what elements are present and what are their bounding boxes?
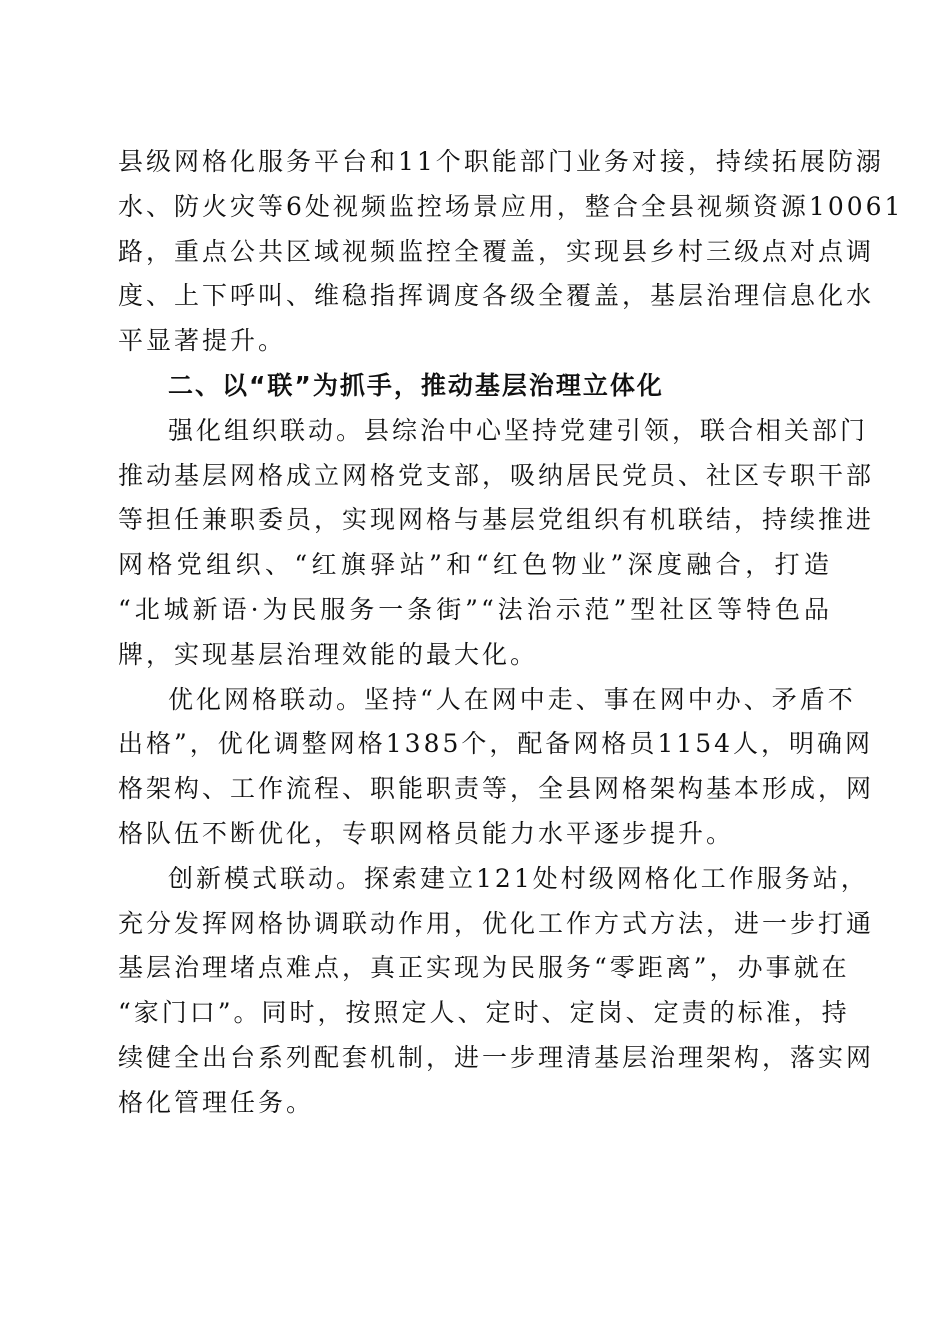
text-line: 水、防火灾等6处视频监控场景应用，整合全县视频资源10061 bbox=[118, 191, 904, 221]
text-line: 格架构、工作流程、职能职责等，全县网格架构基本形成，网 bbox=[118, 774, 875, 804]
text-line: 基层治理堵点难点，真正实现为民服务“零距离”，办事就在 bbox=[118, 953, 850, 983]
paragraph-first-line: 优化网格联动。坚持“人在网中走、事在网中办、矛盾不 bbox=[168, 684, 856, 714]
document-body bbox=[118, 140, 904, 1126]
paragraph-first-line: 创新模式联动。探索建立121处村级网格化工作服务站， bbox=[168, 863, 869, 893]
text-line: 等担任兼职委员，实现网格与基层党组织有机联结，持续推进 bbox=[118, 505, 875, 535]
text-line: 县级网格化服务平台和11个职能部门业务对接，持续拓展防溺 bbox=[118, 147, 884, 176]
text-line: 续健全出台系列配套机制，进一步理清基层治理架构，落实网 bbox=[118, 1042, 875, 1072]
text-line: “北城新语·为民服务一条街”“法治示范”型社区等特色品 bbox=[118, 594, 832, 624]
text-line: 格队伍不断优化，专职网格员能力水平逐步提升。 bbox=[118, 818, 735, 848]
text-line: 路，重点公共区域视频监控全覆盖，实现县乡村三级点对点调 bbox=[118, 236, 875, 266]
text-line: 度、上下呼叫、维稳指挥调度各级全覆盖，基层治理信息化水 bbox=[118, 281, 875, 311]
text-line: 推动基层网格成立网格党支部，吸纳居民党员、社区专职干部 bbox=[118, 460, 875, 490]
text-line: 格化管理任务。 bbox=[118, 1087, 315, 1117]
text-line: “家门口”。同时，按照定人、定时、定岗、定责的标准，持 bbox=[118, 998, 850, 1028]
text-line: 充分发挥网格协调联动作用，优化工作方式方法，进一步打通 bbox=[118, 908, 875, 938]
paragraph-first-line: 强化组织联动。县综治中心坚持党建引领，联合相关部门 bbox=[168, 415, 869, 445]
text-line: 平显著提升。 bbox=[118, 326, 287, 356]
text-line: 出格”，优化调整网格1385个，配备网格员1154人，明确网 bbox=[118, 729, 874, 759]
text-line: 网格党组织、“红旗驿站”和“红色物业”深度融合，打造 bbox=[118, 550, 832, 580]
text-line: 牌，实现基层治理效能的最大化。 bbox=[118, 639, 539, 669]
section-heading: 二、以“联”为抓手，推动基层治理立体化 bbox=[168, 370, 664, 400]
